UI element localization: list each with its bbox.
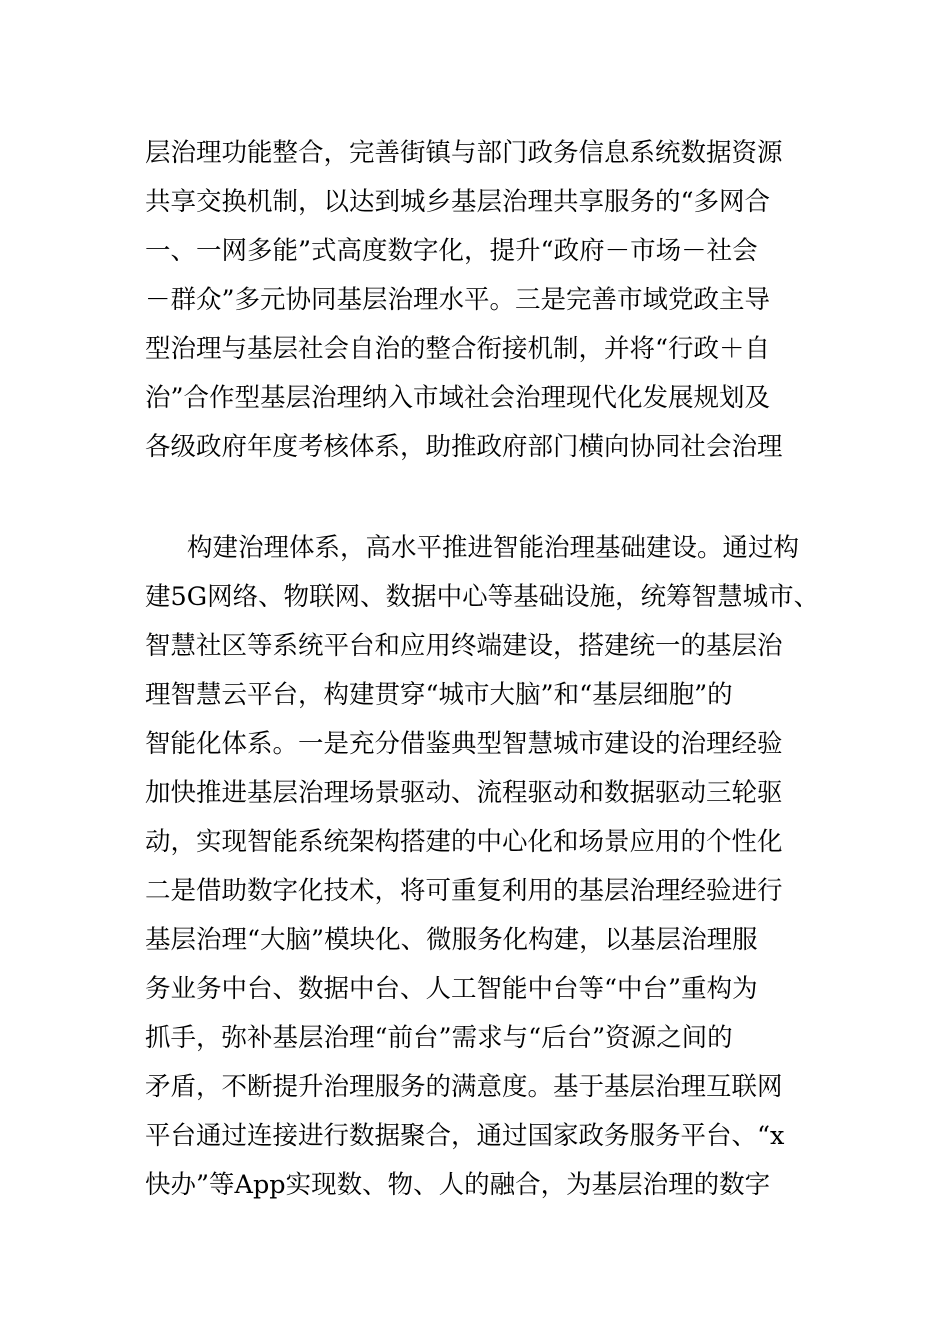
text-line: 快办”等App实现数、物、人的融合，为基层治理的数字	[145, 1170, 771, 1200]
text-line: 型治理与基层社会自治的整合衔接机制，并将“行政＋自	[145, 334, 771, 364]
text-line: 二是借助数字化技术，将可重复利用的基层治理经验进行	[145, 876, 783, 906]
text-line: 治”合作型基层治理纳入市域社会治理现代化发展规划及	[145, 383, 771, 413]
text-line: 智能化体系。一是充分借鉴典型智慧城市建设的治理经验	[145, 729, 783, 759]
text-line: 平台通过连接进行数据聚合，通过国家政务服务平台、“x	[145, 1121, 785, 1151]
text-line: 构建治理体系，高水平推进智能治理基础建设。通过构	[187, 533, 800, 563]
text-line: －群众”多元协同基层治理水平。三是完善市域党政主导	[145, 285, 771, 315]
text-line: 各级政府年度考核体系，助推政府部门横向协同社会治理	[145, 432, 783, 462]
text-line: 动，实现智能系统架构搭建的中心化和场景应用的个性化	[145, 827, 783, 857]
text-line: 矛盾，不断提升治理服务的满意度。基于基层治理互联网	[145, 1072, 783, 1102]
text-line: 智慧社区等系统平台和应用终端建设，搭建统一的基层治	[145, 631, 783, 661]
text-line: 抓手，弥补基层治理“前台”需求与“后台”资源之间的	[145, 1023, 733, 1053]
text-line: 加快推进基层治理场景驱动、流程驱动和数据驱动三轮驱	[145, 778, 783, 808]
text-line: 共享交换机制，以达到城乡基层治理共享服务的“多网合	[145, 187, 771, 217]
text-line: 理智慧云平台，构建贯穿“城市大脑”和“基层细胞”的	[145, 680, 733, 710]
text-line: 层治理功能整合，完善街镇与部门政务信息系统数据资源	[145, 138, 783, 168]
text-line: 务业务中台、数据中台、人工智能中台等“中台”重构为	[145, 974, 758, 1004]
text-line: 建5G网络、物联网、数据中心等基础设施，统筹智慧城市、	[145, 582, 820, 612]
text-line: 基层治理“大脑”模块化、微服务化构建，以基层治理服	[145, 925, 758, 955]
text-line: 一、一网多能”式高度数字化，提升“政府－市场－社会	[145, 236, 758, 266]
